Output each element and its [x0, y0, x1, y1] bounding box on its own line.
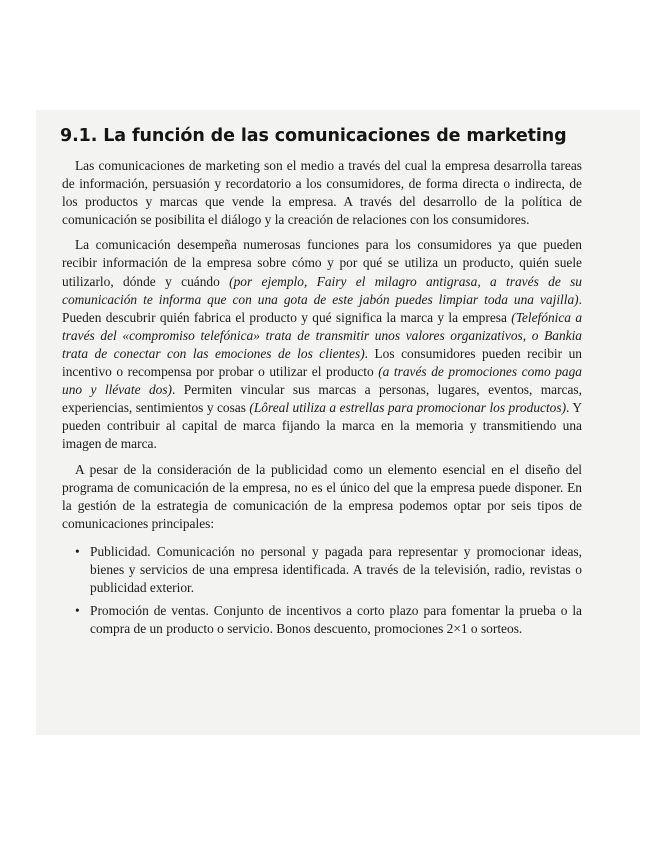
- body-paragraph: [62, 236, 582, 453]
- paragraph-text: . Permiten vincular sus marcas a personas, lugares, eventos, marcas, experiencias, sentimientos y cosas: [62, 382, 582, 416]
- italic-example: (Lôreal utiliza a estrellas para promocionar los productos): [249, 400, 567, 416]
- list-item-text: Promoción de ventas. Conjunto de incentivos a corto plazo para fomentar la prueba o la compra de un producto o servicio. Bonos descuento, promociones 2×1 o sorteos.: [90, 603, 582, 637]
- body-paragraph: [62, 461, 582, 533]
- italic-example: (a través de promociones como paga uno y llévate dos): [62, 364, 582, 398]
- section-number: 9.1.: [60, 126, 98, 146]
- paragraph-text: . Pueden descubrir quién fabrica el producto y qué significa la marca y la empresa: [62, 291, 582, 325]
- paragraph-text: A pesar de la consideración de la publicidad como un elemento esencial en el diseño del programa de comunicación de la empresa, no es el único del que la empresa puede disponer. En la gestión de la estrategia de comunicación de la empresa podemos optar por seis tipos de comunicaciones principales:: [62, 461, 582, 531]
- list-item: [75, 543, 582, 597]
- page-content: [62, 126, 582, 643]
- paragraph-text: . Los consumidores pueden recibir un incentivo o recompensa por probar o utilizar el producto: [62, 345, 582, 380]
- list-item: [75, 602, 582, 638]
- section-heading: [60, 126, 582, 146]
- bullet-icon: •: [75, 603, 80, 619]
- paragraph-text: . Y pueden contribuir al capital de marca fijando la marca en la memoria y transmitiendo una imagen de marca.: [62, 400, 583, 452]
- bullet-icon: •: [75, 543, 80, 559]
- paragraph-text: La comunicación desempeña numerosas funciones para los consumidores ya que pueden recibir información de la empresa sobre cómo y por qué se utiliza un producto, quién suele utilizarlo, dónde y cuándo: [62, 237, 582, 289]
- list-item-text: Publicidad. Comunicación no personal y pagada para representar y promocionar ideas, bienes y servicios de una empresa identificada. A través de la televisión, radio, revistas o publicidad exterior.: [90, 543, 582, 596]
- section-title: La función de las comunicaciones de marketing: [103, 126, 567, 146]
- italic-example: (por ejemplo, Fairy el milagro antigrasa, a través de su comunicación te informa que con una gota de este jabón puedes limpiar toda una vajilla): [62, 273, 583, 307]
- italic-example: (Telefónica a través del «compromiso telefónica» trata de transmitir unos valores organizativos, o Bankia trata de conectar con las emociones de los clientes): [62, 309, 583, 361]
- body-paragraphs: [62, 157, 582, 533]
- body-paragraph: [62, 157, 582, 229]
- paragraph-text: Las comunicaciones de marketing son el medio a través del cual la empresa desarrolla tareas de información, persuasión y recordatorio a los consumidores, de forma directa o indirecta, de los productos y marcas que vende la empresa. A través del desarrollo de la política de comunicación se posibilita el diálogo y la creación de relaciones con los consumidores.: [62, 158, 582, 228]
- communication-types-list: [62, 543, 582, 638]
